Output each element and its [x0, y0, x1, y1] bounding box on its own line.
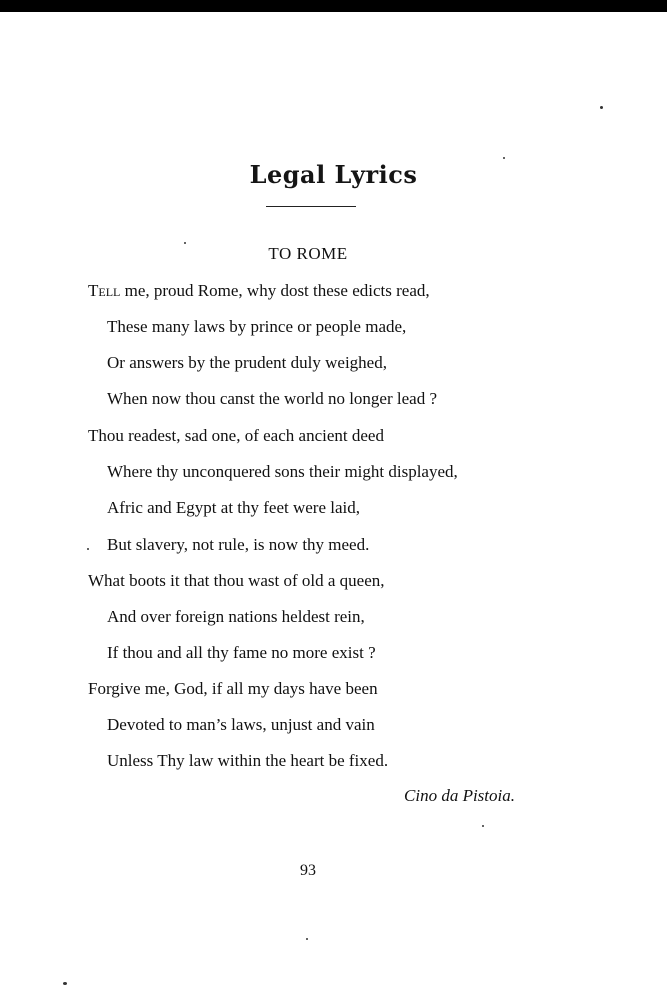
poem-line-1-text: me, proud Rome, why dost these edicts read, — [120, 281, 430, 300]
poem-line-1 — [88, 280, 430, 302]
poem-attribution: Cino da Pistoia. — [404, 786, 515, 805]
poem-line-4: When now thou canst the world no longer lead ? — [107, 389, 437, 408]
first-word-cap: Tell — [88, 281, 121, 300]
poem-line-5: Thou readest, sad one, of each ancient deed — [88, 426, 384, 445]
poem-line-7: Afric and Egypt at thy feet were laid, — [107, 498, 361, 517]
scan-speck — [503, 157, 505, 159]
poem-line-14: Unless Thy law within the heart be fixed. — [107, 751, 389, 770]
poem-line-2: These many laws by prince or people made, — [107, 317, 407, 336]
poem-line-9: What boots it that thou wast of old a queen, — [88, 571, 385, 590]
poem-line-8: But slavery, not rule, is now thy meed. — [107, 535, 370, 554]
poem-line-13: Devoted to man’s laws, unjust and vain — [107, 715, 375, 734]
scan-speck — [63, 982, 67, 985]
scan-speck — [306, 938, 308, 940]
poem-line-12: Forgive me, God, if all my days have been — [88, 679, 378, 698]
scan-speck — [482, 825, 484, 827]
scan-top-border — [0, 0, 667, 12]
poem-line-11: If thou and all thy fame no more exist ? — [107, 643, 376, 662]
poem-title: TO ROME — [268, 244, 348, 263]
running-title: Legal Lyrics — [249, 160, 418, 189]
scan-speck — [184, 242, 186, 244]
poem-line-3: Or answers by the prudent duly weighed, — [107, 353, 387, 372]
page-number: 93 — [300, 862, 316, 879]
scan-speck — [600, 106, 603, 109]
poem-line-6: Where thy unconquered sons their might displayed, — [107, 462, 458, 481]
scan-speck — [87, 548, 89, 550]
poem-line-10: And over foreign nations heldest rein, — [107, 607, 365, 626]
title-rule — [266, 206, 356, 207]
